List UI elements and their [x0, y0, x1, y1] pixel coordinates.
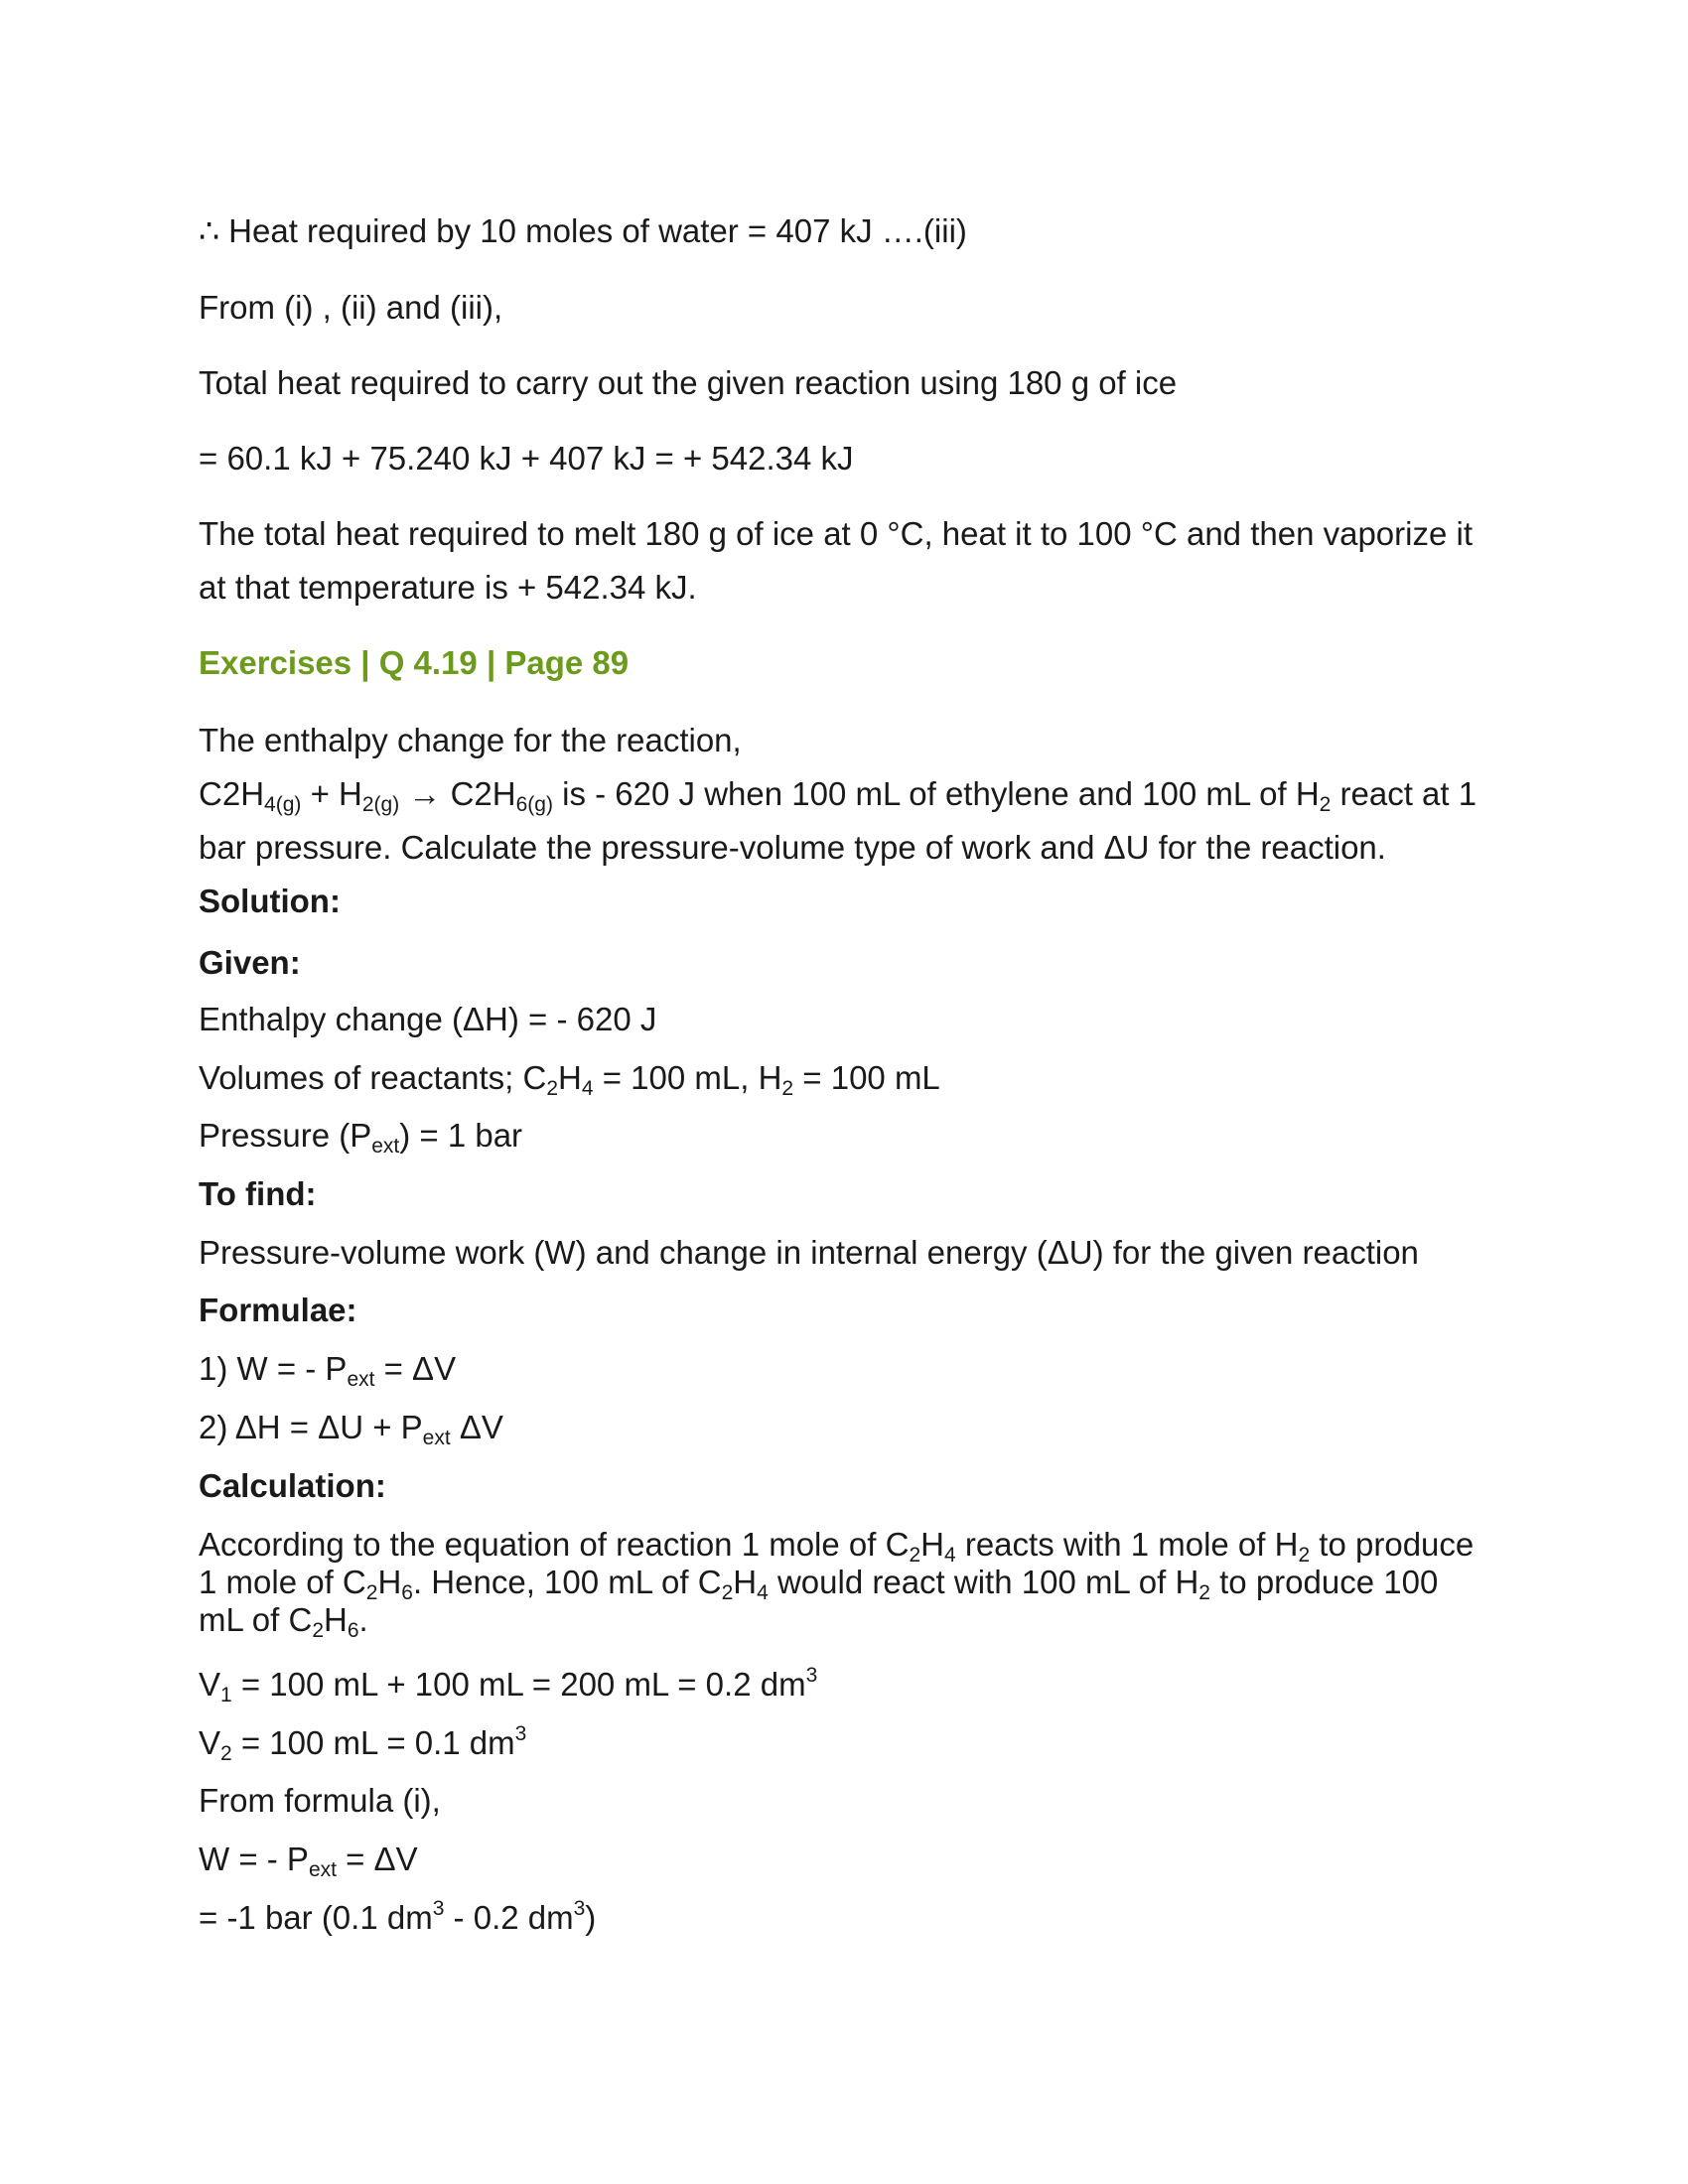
formulae-label: Formulae:	[199, 1292, 357, 1328]
calc-paragraph-line-1: According to the equation of reaction 1 mole of $C_2H_4$ reacts with 1 mole of $H_2$ to produce	[199, 1526, 1475, 1567]
question-intro: The enthalpy change for the reaction,	[199, 722, 742, 758]
to-find-label: To find:	[199, 1175, 317, 1212]
solution-label: Solution:	[199, 883, 341, 919]
total-heat-sum-line: = 60.1 kJ + 75.240 kJ + 407 kJ = + 542.34 kJ	[199, 440, 854, 477]
total-heat-line: Total heat required to carry out the given reaction using 180 g of ice	[199, 364, 1178, 401]
given-label: Given:	[199, 944, 301, 981]
from-formula-line: From formula (i),	[199, 1782, 441, 1819]
formula-1: 1) W = - $P_{ext} = \Delta V$	[199, 1350, 457, 1391]
conclusion-line-2: at that temperature is + 542.34 kJ.	[199, 569, 697, 606]
calc-paragraph-line-2: 1 mole of $C_2H_6$. Hence, 100 mL of $C_2H_4$ would react with 100 mL of $H_2$ to produce 100	[199, 1564, 1439, 1604]
volumes-line: Volumes of reactants; $C_2H_4 = 100$ mL, $H_2 = 100$ mL	[199, 1059, 940, 1100]
calc-paragraph-line-3: mL of $C_2H_6$.	[199, 1601, 368, 1642]
work-formula-line: W = - $P_{ext} = \Delta V$	[199, 1841, 418, 1881]
question-line-3: bar pressure. Calculate the pressure-volume type of work and ΔU for the reaction.	[199, 829, 1386, 866]
exercise-heading[interactable]: Exercises | Q 4.19 | Page 89	[199, 644, 630, 681]
heat-10-moles-line: ∴ Heat required by 10 moles of water = 407 kJ ….(iii)	[199, 212, 967, 249]
formula-2: 2) $\Delta H = \Delta U + P_{ext}$ ΔV	[199, 1409, 503, 1449]
work-substitution-line: = -1 bar (0.1 $dm^3 - 0.2$ $dm^3$)	[199, 1897, 597, 1936]
conclusion-line-1: The total heat required to melt 180 g of ice at 0 °C, heat it to 100 °C and then vaporize it	[199, 515, 1473, 552]
to-find-line: Pressure-volume work (W) and change in internal energy (ΔU) for the given reaction	[199, 1234, 1419, 1271]
v1-line: $V_1 = 100$ mL + 100 mL = 200 mL = 0.2 $dm^3$	[199, 1664, 818, 1706]
calculation-label: Calculation:	[199, 1467, 386, 1504]
from-i-ii-iii-line: From (i) , (ii) and (iii),	[199, 289, 503, 326]
reaction-equation-line: $C2H_{4(g)} + H_{2(g)} \to C2H_{6(g)}$ is - 620 J when 100 mL of ethylene and 100 mL of $H_2$ react at 1	[199, 775, 1477, 816]
pressure-line: Pressure $(P_{ext}) = 1$ bar	[199, 1117, 523, 1158]
v2-line: $V_2 = 100$ mL = 0.1 $dm^3$	[199, 1722, 527, 1765]
enthalpy-change-line: Enthalpy change (ΔH) = - 620 J	[199, 1001, 657, 1037]
